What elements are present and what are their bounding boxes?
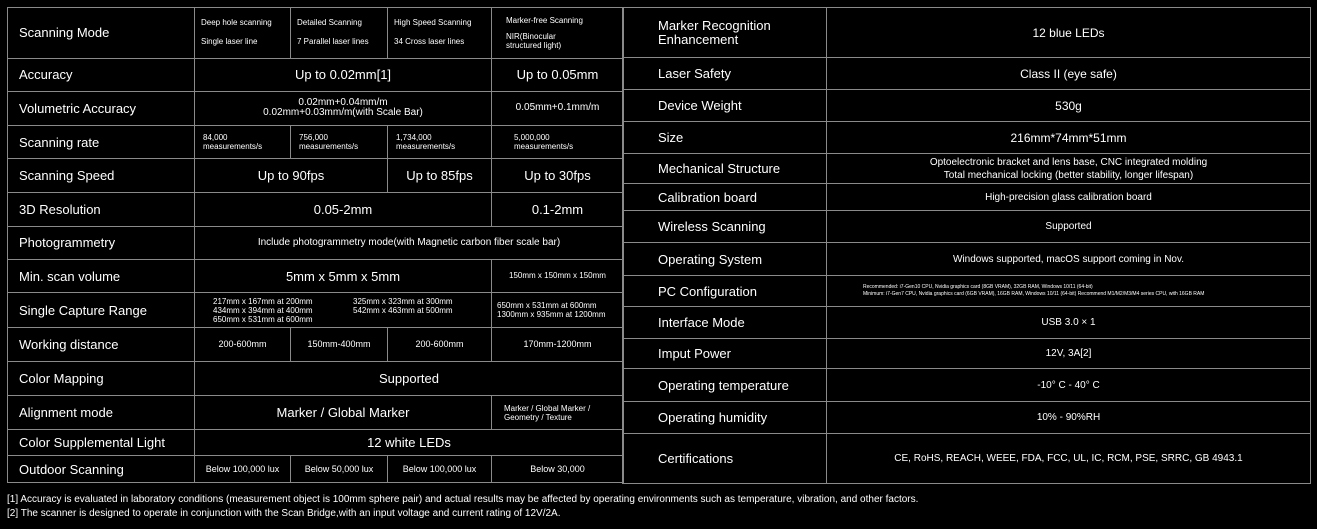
value-cell [492,293,624,328]
value-cell: Below 30,000 [492,456,624,483]
capture-line: 217mm x 167mm at 200mm [213,296,313,306]
value-cell: Below 100,000 lux [195,456,291,483]
rate-unit: measurements/s [396,142,456,152]
row-label: Scanning rate [8,126,195,159]
value-cell: Marker / Global Marker [195,396,492,430]
row-scanning-rate [8,126,624,159]
row-label: Accuracy [8,58,195,91]
rate-number: 84,000 [203,133,228,143]
label-line: Enhancement [658,31,739,47]
value-cell: Class II (eye safe) [827,58,1311,90]
value-cell: 10% - 90%RH [827,402,1311,434]
value-cell: 170mm-1200mm [492,328,624,362]
value-line: Marker / Global Marker / [504,403,591,413]
row-marker-recognition [623,8,1311,58]
rate-number: 1,734,000 [396,133,432,143]
row-interface-mode [623,307,1311,339]
row-label: Scanning Mode [8,8,195,59]
mode-cell [492,8,624,59]
capture-line: 542mm x 463mm at 500mm [353,305,453,315]
rate-unit: measurements/s [514,142,574,152]
value-line: Recommended: i7-Gen10 CPU, Nvidia graphics card (8GB VRAM), 32GB RAM, Windows 10/11 (64-bit) [863,284,1093,290]
mode-cell [291,8,388,59]
value-line: 0.02mm+0.04mm/m [298,97,388,109]
mode-laser: 34 Cross laser lines [394,37,465,47]
row-laser-safety [623,58,1311,90]
row-pc-configuration [623,276,1311,307]
value-cell: 12V, 3A[2] [827,339,1311,369]
row-outdoor-scanning [8,456,624,483]
value-line: Optoelectronic bracket and lens base, CNC integrated molding [929,156,1208,168]
row-operating-temperature [623,369,1311,402]
row-scanning-speed [8,158,624,193]
row-min-scan-volume [8,259,624,293]
row-scanning-mode [8,8,624,59]
value-cell: Below 50,000 lux [291,456,388,483]
footnote: [2] The scanner is designed to operate in conjunction with the Scan Bridge,with an input voltage and current rating of 12V/2A. [7,508,561,519]
row-accuracy [8,58,624,91]
value-cell: Up to 30fps [492,158,624,193]
value-cell [492,396,624,430]
value-cell [195,126,291,159]
row-label: Operating System [623,243,827,276]
row-label: Photogrammetry [8,227,195,260]
value-cell: Include photogrammetry mode(with Magnetic carbon fiber scale bar) [195,227,624,260]
row-label: Mechanical Structure [623,154,827,184]
row-label: Interface Mode [623,307,827,339]
row-label: Wireless Scanning [623,211,827,243]
mode-cell [388,8,492,59]
row-photogrammetry [8,227,624,260]
mode-cell [195,8,291,59]
value-cell: CE, RoHS, REACH, WEEE, FDA, FCC, UL, IC, RCM, PSE, SRRC, GB 4943.1 [827,434,1311,484]
value-cell: Up to 0.05mm [492,58,624,91]
value-cell: 216mm*74mm*51mm [827,122,1311,154]
row-color-mapping [8,361,624,396]
row-calibration-board [623,184,1311,211]
footnote: [1] Accuracy is evaluated in laboratory conditions (measurement object is 100mm sphere pair) and actual results may be affected by operating environments such as temperature, vibration, and other factors. [7,494,919,505]
value-cell: USB 3.0 × 1 [827,307,1311,339]
value-cell [195,91,492,126]
row-operating-humidity [623,402,1311,434]
mode-name: Deep hole scanning [201,18,272,28]
value-cell: 5mm x 5mm x 5mm [195,259,492,293]
value-cell: Supported [195,361,624,396]
value-cell [827,276,1311,307]
mode-laser: 7 Parallel laser lines [297,37,369,47]
label-line: Marker Recognition [658,17,771,33]
capture-line: 650mm x 531mm at 600mm [497,301,597,311]
mode-name: Marker-free Scanning [506,15,583,25]
row-label: Alignment mode [8,396,195,430]
row-label: Outdoor Scanning [8,456,195,483]
value-cell: Up to 0.02mm[1] [195,58,492,91]
row-volumetric-accuracy [8,91,624,126]
capture-group [213,297,353,324]
mode-name: Detailed Scanning [297,18,362,28]
row-label: Laser Safety [623,58,827,90]
rate-unit: measurements/s [299,142,359,152]
row-label: Certifications [623,434,827,484]
value-cell [492,126,624,159]
row-label: Color Supplemental Light [8,429,195,456]
value-cell: 12 blue LEDs [827,8,1311,58]
row-label: Operating temperature [623,369,827,402]
capture-line: 650mm x 531mm at 600mm [213,314,313,324]
mode-laser: structured light) [506,40,562,50]
value-cell: 150mm x 150mm x 150mm [492,259,624,293]
rate-unit: measurements/s [203,142,263,152]
row-label: Size [623,122,827,154]
value-cell: Supported [827,211,1311,243]
value-cell [827,154,1311,184]
mode-name: High Speed Scanning [394,18,472,28]
row-label: Operating humidity [623,402,827,434]
row-label: Single Capture Range [8,293,195,328]
rate-number: 756,000 [299,133,328,143]
row-alignment-mode [8,396,624,430]
capture-group [353,297,453,315]
value-cell: 0.05-2mm [195,193,492,227]
row-label: Color Mapping [8,361,195,396]
footnotes [7,493,918,521]
row-label: Device Weight [623,90,827,122]
capture-line: 325mm x 323mm at 300mm [353,296,453,306]
capture-line: 1300mm x 935mm at 1200mm [497,310,606,320]
value-cell: 200-600mm [195,328,291,362]
row-certifications [623,434,1311,484]
value-cell [388,126,492,159]
row-label: PC Configuration [623,276,827,307]
row-device-weight [623,90,1311,122]
capture-line: 434mm x 394mm at 400mm [213,305,313,315]
row-single-capture-range [8,293,624,328]
value-cell: 0.05mm+0.1mm/m [492,91,624,126]
value-cell [291,126,388,159]
rate-number: 5,000,000 [514,133,550,143]
row-input-power [623,339,1311,369]
row-label: Volumetric Accuracy [8,91,195,126]
value-line: Minimum: i7-Gen7 CPU, Nvidia graphics card (6GB VRAM), 16GB RAM, Windows 10/11 (64-bit) Recommend M1/M2/M3/M4 series CPU, with 16GB RAM [863,291,1205,297]
value-cell: 0.1-2mm [492,193,624,227]
row-label: Scanning Speed [8,158,195,193]
row-label: Calibration board [623,184,827,211]
row-operating-system [623,243,1311,276]
value-cell: Up to 85fps [388,158,492,193]
row-wireless-scanning [623,211,1311,243]
row-color-light [8,429,624,456]
mode-laser: NIR(Binocular [506,31,556,41]
value-cell: Windows supported, macOS support coming in Nov. [827,243,1311,276]
row-label: Working distance [8,328,195,362]
right-spec-table [622,7,1311,484]
value-cell: 200-600mm [388,328,492,362]
value-cell: 150mm-400mm [291,328,388,362]
value-cell: -10° C - 40° C [827,369,1311,402]
row-mechanical-structure [623,154,1311,184]
value-line: Total mechanical locking (better stability, longer lifespan) [943,169,1194,181]
mode-laser: Single laser line [201,37,258,47]
value-line: Geometry / Texture [504,412,572,422]
row-label: Imput Power [623,339,827,369]
value-cell: 12 white LEDs [195,429,624,456]
value-cell: Below 100,000 lux [388,456,492,483]
row-label [623,8,827,58]
row-size [623,122,1311,154]
value-line: 0.02mm+0.03mm/m(with Scale Bar) [263,107,423,119]
row-working-distance [8,328,624,362]
value-cell: 530g [827,90,1311,122]
row-label: Min. scan volume [8,259,195,293]
row-label: 3D Resolution [8,193,195,227]
value-cell [195,293,492,328]
value-cell: High-precision glass calibration board [827,184,1311,211]
row-3d-resolution [8,193,624,227]
value-cell: Up to 90fps [195,158,388,193]
left-spec-table [7,7,624,483]
